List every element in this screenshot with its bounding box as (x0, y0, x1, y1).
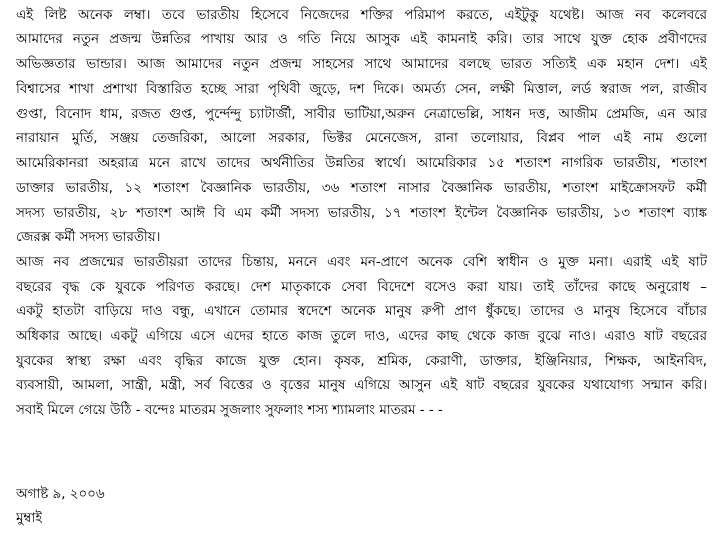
text-line: আমাদের নতুন প্রজন্ম উন্নতির পাখায় আর ও গতি নিয়ে আসুক এই কামনাই করি। তার সাথে যুক্ত হোক প্রবীণদের (16, 32, 707, 47)
text-line: সবাই মিলে গেয়ে উঠি - বন্দেঃ মাতরম সুজলাং সুফলাং শস্য শ্যামলাং মাতরম - - - (16, 403, 443, 418)
text-line: বিশ্বাসের শাখা প্রশাখা বিস্তারিত হচ্ছে সারা পৃথিবী জুড়ে, দশ দিকে। অমর্ত্য সেন, লক্ষী মিত্তাল, লর্ড স্বরাজ পল, রাজীব (16, 82, 707, 97)
text-line: আমেরিকানরা অহরাত্র মনে রাখে তাদের অর্থনীতির উন্নতির স্বার্থে। আমেরিকার ১৫ শতাংশ নাগরিক ভারতীয়, শতাংশ (16, 156, 707, 171)
text-line: একটু হাতটা বাড়িয়ে দাও বন্ধু, এখানে তোমার স্বদেশে অনেক মানুষ রুপী প্রাণ ধুঁকছে। তাদের ও মানুষ হিসেবে বাঁচার (16, 304, 707, 319)
text-line: সদস্য ভারতীয়, ২৮ শতাংশ আঈ বি এম কর্মী সদস্য ভারতীয়, ১৭ শতাংশ ইন্টেল বৈজ্ঞানিক ভারতীয়, ১৩ শতাংশ ব্যাঙ্ক (16, 206, 707, 221)
signature-date: অগাষ্ট ৯, ২০০৬ (16, 487, 105, 502)
text-line: গুপ্তা, বিনোদ ধাম, রজত গুপ্ত, পুর্ন্দেন্দু চ্যাটার্জী, সাবীর ভাটিয়া,অরুন নেত্রাভেল্লি, সাধন দত্ত, আজীম প্রেমজি, এন আর (16, 107, 707, 122)
text-line: আজ নব প্রজন্মের ভারতীয়রা তাদের চিন্তায়, মননে এবং মন-প্রাণে অনেক বেশি স্বাধীন ও মুক্ত মনা। এরাই এই ষাট (16, 255, 707, 270)
text-line: ডাক্তার ভারতীয়, ১২ শতাংশ বৈজ্ঞানিক ভারতীয়, ৩৬ শতাংশ নাসার বৈজ্ঞানিক ভারতীয়, শতাংশ মাইক্রোসফট কর্মী (16, 181, 707, 196)
text-line: ব্যবসায়ী, আমলা, সান্ত্রী, মন্ত্রী, সর্ব বিত্তের ও বৃত্তের মানুষ এগিয়ে আসুন এই ষাট বছরের যুবকের যথাযোগ্য সন্মান করি। (16, 378, 707, 393)
text-line: জেরক্স কর্মী সদস্য ভারতীয়। (16, 230, 161, 245)
text-line: নারায়ান মুর্তি, সঞ্জয় তেজরিকা, আলো সরকার, ভিক্টর মেনেজেস, রানা তলোয়ার, বিপ্লব পাল এই নাম গুলো (16, 131, 707, 146)
text-line: অধিকার আছে। একটু এগিয়ে এসে এদের হাতে কাজ তুলে দাও, এদের কাছ থেকে কাজ বুঝে নাও। এরাও ষাট বছরের (16, 329, 707, 344)
text-line: যুবকের স্বাস্থ্য রক্ষা এবং বৃদ্ধির কাজে যুক্ত হোন। কৃষক, শ্রমিক, কেরাণী, ডাক্তার, ইঞ্জিনিয়ার, শিক্ষক, আইনবিদ, (16, 354, 707, 369)
text-line: বছরের বৃদ্ধ কে যুবকে পরিণত করছে। দেশ মাতৃকাকে সেবা বিদেশে বসেও করা যায়। তাই তাঁদের কাছে অনুরোধ – (16, 280, 707, 295)
text-line: অভিজ্ঞতার ভান্ডার। আজ আমাদের নতুন প্রজন্ম সাহসের সাথে আমাদের বলছে ভারত সত্যিই এক মহান দেশ। এই (16, 57, 707, 72)
text-line: এই লিষ্ট অনেক লম্বা। তবে ভারতীয় হিসেবে নিজেদের শক্তির পরিমাপ করতে, এইটুকু যথেষ্ট। আজ নব কলেবরে (16, 8, 707, 23)
signature-place: মুম্বাই (16, 511, 43, 526)
